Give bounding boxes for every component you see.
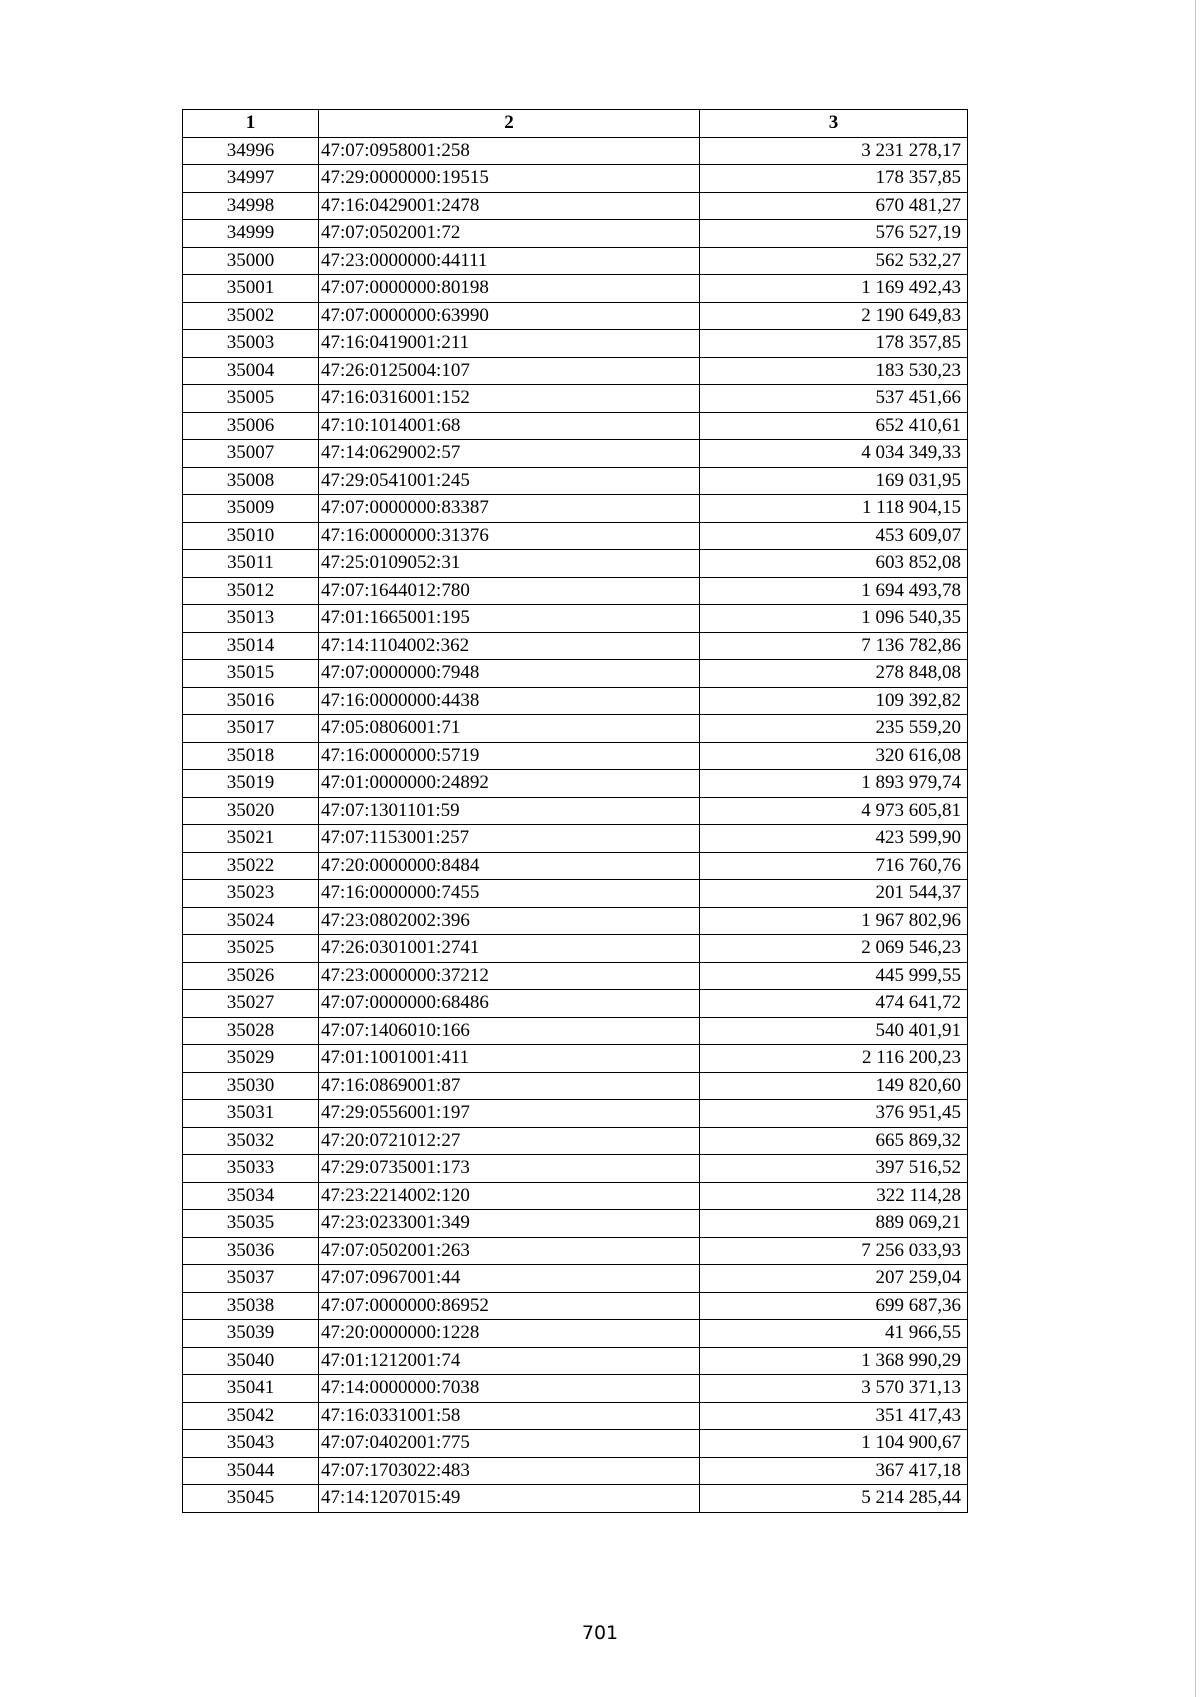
cadastral-number-cell: 47:29:0541001:245	[319, 467, 700, 495]
table-row	[183, 687, 968, 715]
cadastral-value-cell: 652 410,61	[700, 412, 968, 440]
row-number-cell: 35020	[183, 797, 319, 825]
table-row	[183, 1210, 968, 1238]
cadastral-value-cell: 4 973 605,81	[700, 797, 968, 825]
cadastral-number-cell: 47:29:0735001:173	[319, 1155, 700, 1183]
table-row	[183, 192, 968, 220]
cadastral-value-cell: 1 694 493,78	[700, 577, 968, 605]
cadastral-value-cell: 178 357,85	[700, 165, 968, 193]
cadastral-number-cell: 47:10:1014001:68	[319, 412, 700, 440]
cadastral-value-cell: 1 096 540,35	[700, 605, 968, 633]
row-number-cell: 35029	[183, 1045, 319, 1073]
table-row	[183, 1100, 968, 1128]
table-row	[183, 1430, 968, 1458]
cadastral-number-cell: 47:23:0000000:37212	[319, 962, 700, 990]
cadastral-value-cell: 41 966,55	[700, 1320, 968, 1348]
cadastral-number-cell: 47:01:1212001:74	[319, 1347, 700, 1375]
cadastral-number-cell: 47:07:1703022:483	[319, 1457, 700, 1485]
cadastral-value-cell: 453 609,07	[700, 522, 968, 550]
table-row	[183, 962, 968, 990]
cadastral-value-cell: 423 599,90	[700, 825, 968, 853]
cadastral-number-cell: 47:26:0301001:2741	[319, 935, 700, 963]
row-number-cell: 35039	[183, 1320, 319, 1348]
cadastral-value-cell: 322 114,28	[700, 1182, 968, 1210]
table-row	[183, 1402, 968, 1430]
table-row	[183, 825, 968, 853]
cadastral-value-cell: 603 852,08	[700, 550, 968, 578]
row-number-cell: 35036	[183, 1237, 319, 1265]
table-row	[183, 990, 968, 1018]
row-number-cell: 35040	[183, 1347, 319, 1375]
cadastral-value-cell: 178 357,85	[700, 330, 968, 358]
row-number-cell: 35012	[183, 577, 319, 605]
table-row	[183, 1347, 968, 1375]
table-row	[183, 220, 968, 248]
cadastral-number-cell: 47:20:0000000:8484	[319, 852, 700, 880]
cadastral-number-cell: 47:07:0000000:63990	[319, 302, 700, 330]
cadastral-value-cell: 445 999,55	[700, 962, 968, 990]
cadastral-value-cell: 2 116 200,23	[700, 1045, 968, 1073]
table-row	[183, 440, 968, 468]
table-row	[183, 660, 968, 688]
row-number-cell: 35032	[183, 1127, 319, 1155]
table-row	[183, 1485, 968, 1513]
cadastral-number-cell: 47:29:0556001:197	[319, 1100, 700, 1128]
table-row	[183, 550, 968, 578]
cadastral-number-cell: 47:07:1644012:780	[319, 577, 700, 605]
row-number-cell: 35003	[183, 330, 319, 358]
table-row	[183, 522, 968, 550]
cadastral-value-cell: 169 031,95	[700, 467, 968, 495]
table-row	[183, 907, 968, 935]
cadastral-number-cell: 47:23:0000000:44111	[319, 247, 700, 275]
cadastral-value-cell: 367 417,18	[700, 1457, 968, 1485]
table-row	[183, 935, 968, 963]
row-number-cell: 35038	[183, 1292, 319, 1320]
row-number-cell: 35030	[183, 1072, 319, 1100]
table-row	[183, 880, 968, 908]
row-number-cell: 35035	[183, 1210, 319, 1238]
table-row	[183, 1072, 968, 1100]
row-number-cell: 35027	[183, 990, 319, 1018]
cadastral-number-cell: 47:29:0000000:19515	[319, 165, 700, 193]
cadastral-number-cell: 47:01:1001001:411	[319, 1045, 700, 1073]
cadastral-value-cell: 2 069 546,23	[700, 935, 968, 963]
row-number-cell: 35015	[183, 660, 319, 688]
page-number: 701	[581, 1622, 619, 1644]
row-number-cell: 35001	[183, 275, 319, 303]
table-row	[183, 165, 968, 193]
cadastral-value-cell: 397 516,52	[700, 1155, 968, 1183]
cadastral-number-cell: 47:23:0802002:396	[319, 907, 700, 935]
row-number-cell: 35037	[183, 1265, 319, 1293]
header-row	[183, 110, 968, 138]
cadastral-value-cell: 1 368 990,29	[700, 1347, 968, 1375]
cadastral-number-cell: 47:26:0125004:107	[319, 357, 700, 385]
row-number-cell: 35021	[183, 825, 319, 853]
table-row	[183, 495, 968, 523]
table-row	[183, 852, 968, 880]
cadastral-number-cell: 47:07:1153001:257	[319, 825, 700, 853]
cadastral-value-cell: 207 259,04	[700, 1265, 968, 1293]
row-number-cell: 35017	[183, 715, 319, 743]
row-number-cell: 35028	[183, 1017, 319, 1045]
table-row	[183, 632, 968, 660]
cadastral-number-cell: 47:16:0000000:4438	[319, 687, 700, 715]
row-number-cell: 34996	[183, 137, 319, 165]
table-row	[183, 357, 968, 385]
cadastral-value-cell: 474 641,72	[700, 990, 968, 1018]
row-number-cell: 35019	[183, 770, 319, 798]
cadastral-value-cell: 540 401,91	[700, 1017, 968, 1045]
table-row	[183, 412, 968, 440]
cadastral-value-cell: 183 530,23	[700, 357, 968, 385]
cadastral-value-cell: 670 481,27	[700, 192, 968, 220]
table-header	[183, 110, 968, 138]
row-number-cell: 35043	[183, 1430, 319, 1458]
row-number-cell: 34998	[183, 192, 319, 220]
row-number-cell: 35004	[183, 357, 319, 385]
cadastral-number-cell: 47:23:0233001:349	[319, 1210, 700, 1238]
cadastral-value-cell: 1 893 979,74	[700, 770, 968, 798]
table-row	[183, 1375, 968, 1403]
row-number-cell: 35005	[183, 385, 319, 413]
row-number-cell: 34997	[183, 165, 319, 193]
table-row	[183, 302, 968, 330]
table-row	[183, 1320, 968, 1348]
cadastral-value-cell: 562 532,27	[700, 247, 968, 275]
row-number-cell: 35008	[183, 467, 319, 495]
row-number-cell: 35031	[183, 1100, 319, 1128]
cadastral-number-cell: 47:16:0000000:7455	[319, 880, 700, 908]
table-body	[183, 137, 968, 1512]
cadastral-value-cell: 149 820,60	[700, 1072, 968, 1100]
cadastral-value-cell: 376 951,45	[700, 1100, 968, 1128]
cadastral-value-cell: 351 417,43	[700, 1402, 968, 1430]
cadastral-number-cell: 47:07:0000000:7948	[319, 660, 700, 688]
cadastral-value-cell: 1 169 492,43	[700, 275, 968, 303]
cadastral-value-cell: 3 570 371,13	[700, 1375, 968, 1403]
cadastral-number-cell: 47:07:1406010:166	[319, 1017, 700, 1045]
table-row	[183, 330, 968, 358]
table-row	[183, 247, 968, 275]
cadastral-value-cell: 889 069,21	[700, 1210, 968, 1238]
cadastral-number-cell: 47:07:0000000:83387	[319, 495, 700, 523]
cadastral-number-cell: 47:07:0502001:72	[319, 220, 700, 248]
table-row	[183, 1265, 968, 1293]
table-row	[183, 1127, 968, 1155]
cadastral-number-cell: 47:16:0000000:5719	[319, 742, 700, 770]
cadastral-number-cell: 47:14:1207015:49	[319, 1485, 700, 1513]
cadastral-value-cell: 1 104 900,67	[700, 1430, 968, 1458]
cadastral-value-cell: 201 544,37	[700, 880, 968, 908]
cadastral-number-cell: 47:16:0316001:152	[319, 385, 700, 413]
cadastral-number-cell: 47:16:0419001:211	[319, 330, 700, 358]
cadastral-number-cell: 47:07:0967001:44	[319, 1265, 700, 1293]
cadastral-number-cell: 47:07:0000000:86952	[319, 1292, 700, 1320]
row-number-cell: 35042	[183, 1402, 319, 1430]
cadastral-number-cell: 47:07:0958001:258	[319, 137, 700, 165]
cadastral-number-cell: 47:20:0000000:1228	[319, 1320, 700, 1348]
table-row	[183, 577, 968, 605]
table-row	[183, 385, 968, 413]
cadastral-number-cell: 47:07:0502001:263	[319, 1237, 700, 1265]
cadastral-value-cell: 3 231 278,17	[700, 137, 968, 165]
cadastral-number-cell: 47:07:0402001:775	[319, 1430, 700, 1458]
cadastral-value-cell: 537 451,66	[700, 385, 968, 413]
row-number-cell: 35018	[183, 742, 319, 770]
table-row	[183, 742, 968, 770]
row-number-cell: 35045	[183, 1485, 319, 1513]
table-row	[183, 1457, 968, 1485]
table-row	[183, 770, 968, 798]
row-number-cell: 35000	[183, 247, 319, 275]
cadastral-value-cell: 109 392,82	[700, 687, 968, 715]
cadastral-number-cell: 47:07:0000000:68486	[319, 990, 700, 1018]
cadastral-value-cell: 665 869,32	[700, 1127, 968, 1155]
cadastral-number-cell: 47:01:0000000:24892	[319, 770, 700, 798]
row-number-cell: 35007	[183, 440, 319, 468]
table-row	[183, 1017, 968, 1045]
row-number-cell: 35023	[183, 880, 319, 908]
cadastral-number-cell: 47:14:1104002:362	[319, 632, 700, 660]
table-row	[183, 1045, 968, 1073]
cadastral-value-cell: 2 190 649,83	[700, 302, 968, 330]
row-number-cell: 35010	[183, 522, 319, 550]
cadastral-value-cell: 576 527,19	[700, 220, 968, 248]
cadastral-number-cell: 47:25:0109052:31	[319, 550, 700, 578]
table-row	[183, 715, 968, 743]
header-col-2: 2	[319, 110, 700, 138]
cadastral-number-cell: 47:07:0000000:80198	[319, 275, 700, 303]
cadastral-number-cell: 47:16:0000000:31376	[319, 522, 700, 550]
row-number-cell: 35011	[183, 550, 319, 578]
table-row	[183, 1155, 968, 1183]
cadastral-value-table	[182, 109, 968, 1513]
row-number-cell: 35044	[183, 1457, 319, 1485]
cadastral-value-cell: 235 559,20	[700, 715, 968, 743]
cadastral-number-cell: 47:07:1301101:59	[319, 797, 700, 825]
row-number-cell: 35013	[183, 605, 319, 633]
row-number-cell: 34999	[183, 220, 319, 248]
cadastral-value-cell: 1 118 904,15	[700, 495, 968, 523]
header-col-1: 1	[183, 110, 319, 138]
cadastral-number-cell: 47:23:2214002:120	[319, 1182, 700, 1210]
table-row	[183, 605, 968, 633]
cadastral-number-cell: 47:16:0429001:2478	[319, 192, 700, 220]
table-row	[183, 797, 968, 825]
cadastral-number-cell: 47:16:0331001:58	[319, 1402, 700, 1430]
header-col-3: 3	[700, 110, 968, 138]
page-edge-line	[1195, 0, 1196, 1697]
row-number-cell: 35033	[183, 1155, 319, 1183]
cadastral-value-cell: 7 136 782,86	[700, 632, 968, 660]
cadastral-number-cell: 47:14:0629002:57	[319, 440, 700, 468]
row-number-cell: 35016	[183, 687, 319, 715]
cadastral-number-cell: 47:16:0869001:87	[319, 1072, 700, 1100]
cadastral-number-cell: 47:01:1665001:195	[319, 605, 700, 633]
row-number-cell: 35034	[183, 1182, 319, 1210]
cadastral-number-cell: 47:20:0721012:27	[319, 1127, 700, 1155]
cadastral-value-cell: 7 256 033,93	[700, 1237, 968, 1265]
row-number-cell: 35009	[183, 495, 319, 523]
table-row	[183, 137, 968, 165]
row-number-cell: 35014	[183, 632, 319, 660]
table-row	[183, 467, 968, 495]
cadastral-number-cell: 47:05:0806001:71	[319, 715, 700, 743]
cadastral-value-cell: 320 616,08	[700, 742, 968, 770]
table-row	[183, 1292, 968, 1320]
cadastral-number-cell: 47:14:0000000:7038	[319, 1375, 700, 1403]
row-number-cell: 35006	[183, 412, 319, 440]
cadastral-value-cell: 1 967 802,96	[700, 907, 968, 935]
cadastral-value-cell: 4 034 349,33	[700, 440, 968, 468]
row-number-cell: 35026	[183, 962, 319, 990]
row-number-cell: 35002	[183, 302, 319, 330]
row-number-cell: 35041	[183, 1375, 319, 1403]
table-row	[183, 275, 968, 303]
row-number-cell: 35025	[183, 935, 319, 963]
row-number-cell: 35024	[183, 907, 319, 935]
table-row	[183, 1182, 968, 1210]
row-number-cell: 35022	[183, 852, 319, 880]
cadastral-value-cell: 699 687,36	[700, 1292, 968, 1320]
cadastral-value-cell: 5 214 285,44	[700, 1485, 968, 1513]
cadastral-value-cell: 716 760,76	[700, 852, 968, 880]
cadastral-value-cell: 278 848,08	[700, 660, 968, 688]
table-row	[183, 1237, 968, 1265]
